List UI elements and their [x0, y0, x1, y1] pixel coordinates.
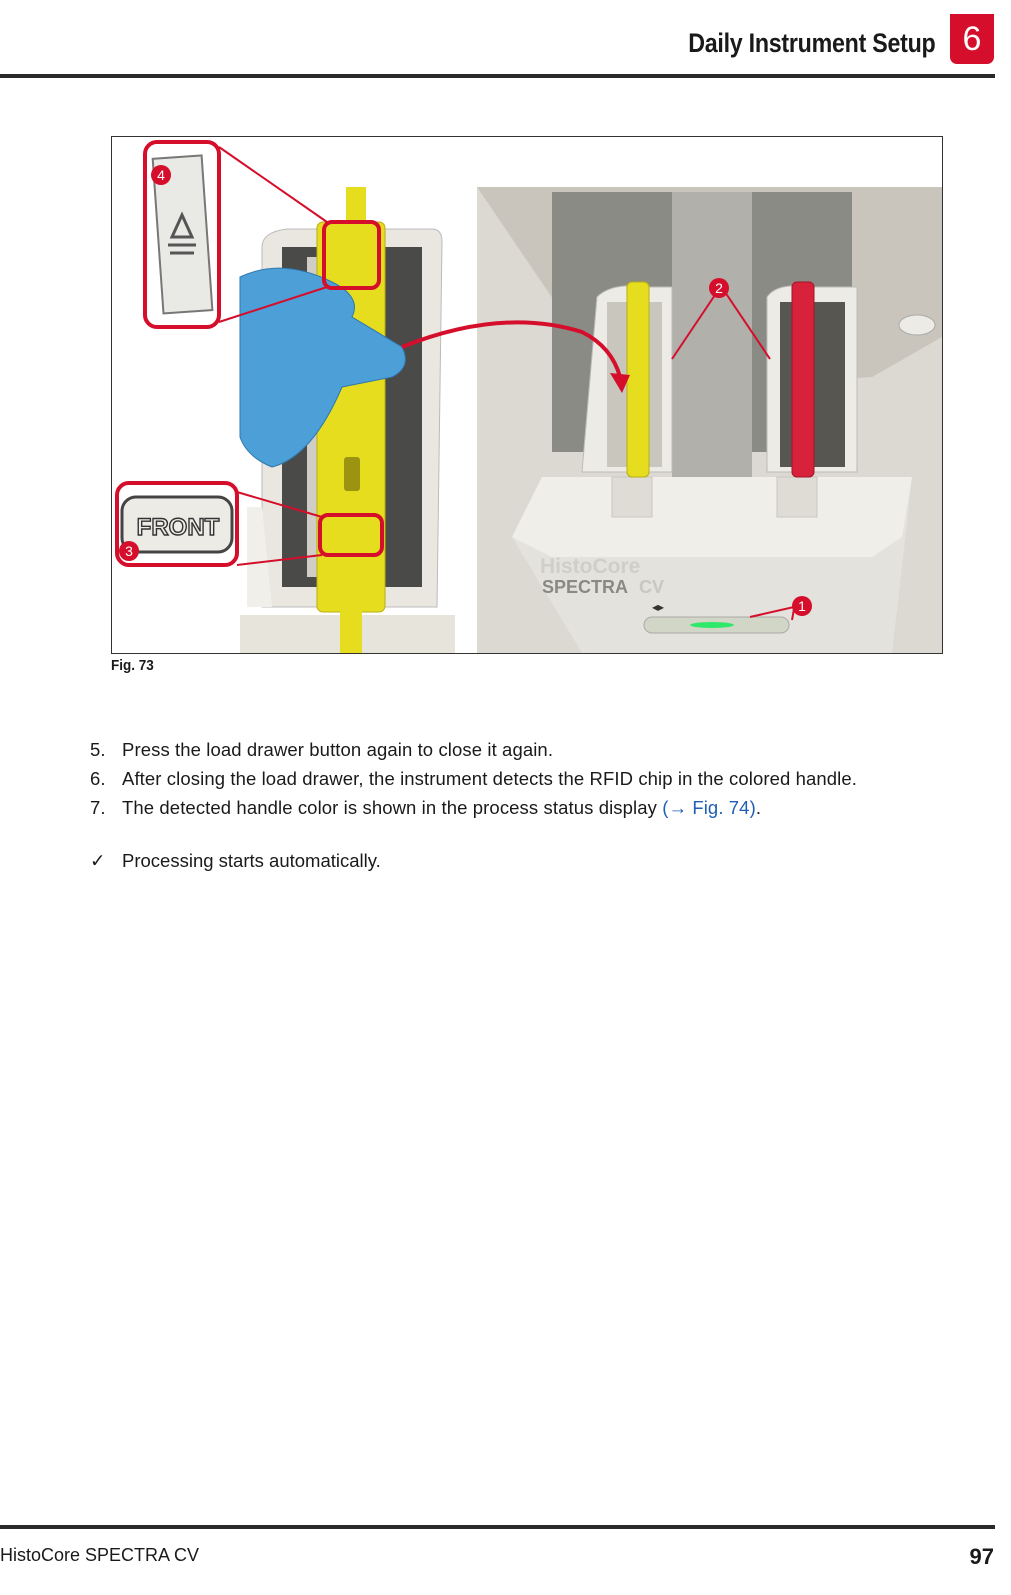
step-item	[90, 735, 970, 764]
svg-text:1: 1	[798, 598, 806, 614]
callout-3	[119, 541, 139, 561]
step-text: The detected handle color is shown in the process status display	[122, 797, 663, 818]
footer-rule	[0, 1525, 995, 1529]
status-led	[690, 622, 734, 628]
chapter-number-badge: 6	[950, 14, 994, 64]
callout-2	[709, 278, 729, 298]
svg-text:3: 3	[125, 543, 133, 559]
step-number: 7.	[90, 797, 106, 818]
red-handle	[792, 282, 814, 477]
step-number: 6.	[90, 768, 106, 789]
brand-cv: CV	[639, 577, 665, 597]
checkmark-icon: ✓	[90, 850, 106, 871]
brand-histocore: HistoCore	[540, 555, 641, 578]
front-label: FRONT	[136, 514, 220, 541]
page-number: 97	[969, 1544, 994, 1569]
footer-product-name: HistoCore SPECTRA CV	[0, 1545, 200, 1565]
svg-text:2: 2	[715, 280, 723, 296]
step-item	[90, 793, 970, 822]
callout-4	[151, 165, 171, 185]
figure-photo	[111, 136, 943, 654]
instruction-steps	[90, 735, 970, 822]
step-text-suffix: .	[755, 797, 762, 818]
yellow-handle-small	[627, 282, 649, 477]
result-line	[90, 846, 381, 875]
step-item	[90, 764, 970, 793]
chapter-title: Daily Instrument Setup	[687, 28, 935, 58]
step-text: After closing the load drawer, the instrument detects the RFID chip in the colored handle.	[122, 768, 858, 789]
brand-spectra: SPECTRA	[542, 577, 629, 597]
drawer-arrows-icon: ◂▸	[652, 600, 665, 614]
figure-caption: Fig. 73	[111, 657, 154, 674]
figure-crossref-link[interactable]: (→ Fig. 74)	[662, 797, 756, 818]
result-text: Processing starts automatically.	[122, 850, 381, 871]
step-text: Press the load drawer button again to close it again.	[122, 739, 554, 760]
svg-text:4: 4	[157, 167, 165, 183]
callout-1	[792, 596, 812, 616]
header-rule	[0, 74, 995, 78]
step-number: 5.	[90, 739, 106, 760]
